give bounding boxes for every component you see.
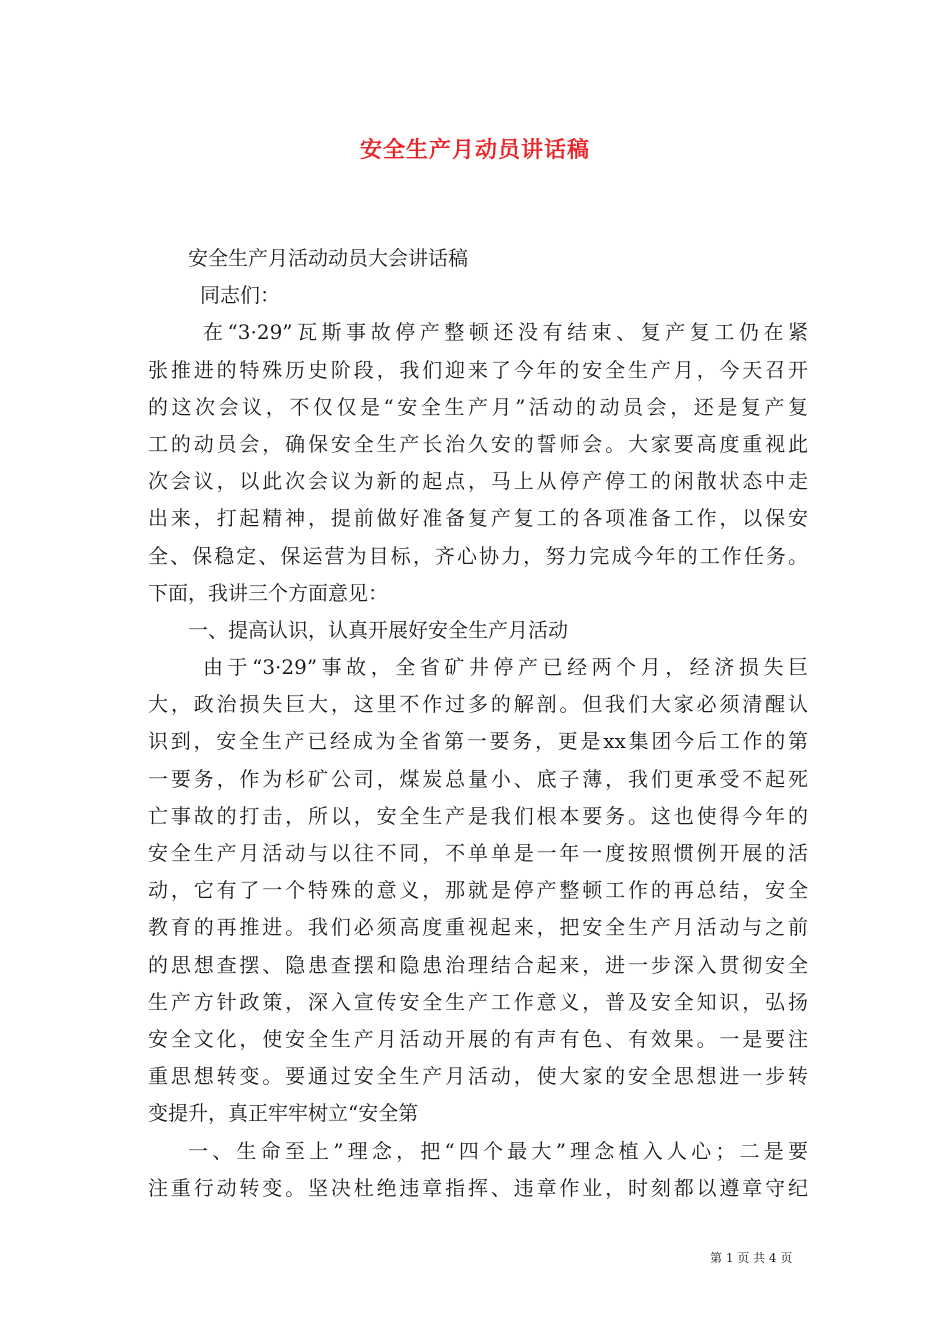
paragraph-line: 重思想转变。要通过安全生产月活动，使大家的安全思想进一步转 — [148, 1064, 808, 1089]
paragraph-line: 一、生命至上”理念，把“四个最大”理念植入人心；二是要 — [188, 1138, 808, 1163]
section-heading: 一、提高认识，认真开展好安全生产月活动 — [188, 617, 568, 642]
paragraph-line: 安全生产月活动与以往不同，不单单是一年一度按照惯例开展的活 — [148, 841, 808, 865]
paragraph-line: 下面，我讲三个方面意见： — [148, 580, 388, 605]
paragraph-line: 的思想查摆、隐患查摆和隐患治理结合起来，进一步深入贯彻安全 — [148, 952, 808, 977]
document-title: 安全生产月动员讲话稿 — [359, 137, 590, 163]
paragraph-line: 亡事故的打击，所以，安全生产是我们根本要务。这也使得今年的 — [148, 803, 808, 828]
paragraph-line: 在“3·29”瓦斯事故停产整顿还没有结束、复产复工仍在紧 — [203, 320, 808, 345]
paragraph-line: 安全文化，使安全生产月活动开展的有声有色、有效果。一是要注 — [148, 1026, 808, 1051]
paragraph-line: 变提升，真正牢牢树立“安全第 — [148, 1101, 419, 1126]
subtitle-line: 安全生产月活动动员大会讲话稿 — [188, 246, 468, 270]
paragraph-line: 动，它有了一个特殊的意义，那就是停产整顿工作的再总结，安全 — [148, 878, 808, 903]
salutation-line: 同志们： — [200, 283, 280, 308]
paragraph-line: 一要务，作为杉矿公司，煤炭总量小、底子薄，我们更承受不起死 — [148, 766, 808, 791]
paragraph-line: 次会议，以此次会议为新的起点，马上从停产停工的闲散状态中走 — [148, 469, 808, 494]
document-body — [148, 240, 808, 1207]
paragraph-line: 大，政治损失巨大，这里不作过多的解剖。但我们大家必须清醒认 — [148, 692, 808, 717]
paragraph-line: 生产方针政策，深入宣传安全生产工作意义，普及安全知识，弘扬 — [148, 989, 808, 1014]
paragraph-line: 工的动员会，确保安全生产长治久安的誓师会。大家要高度重视此 — [148, 431, 808, 456]
paragraph-line: 全、保稳定、保运营为目标，齐心协力，努力完成今年的工作任务。 — [148, 543, 808, 568]
paragraph-line: 出来，打起精神，提前做好准备复产复工的各项准备工作，以保安 — [148, 506, 808, 531]
paragraph-line: 的这次会议，不仅仅是“安全生产月”活动的动员会，还是复产复 — [148, 394, 808, 419]
paragraph-line: 由于“3·29”事故，全省矿井停产已经两个月，经济损失巨 — [203, 655, 808, 680]
page-number: 第 1 页 共 4 页 — [710, 1251, 793, 1265]
paragraph-line: 注重行动转变。坚决杜绝违章指挥、违章作业，时刻都以遵章守纪 — [148, 1175, 808, 1200]
paragraph-line: 识到，安全生产已经成为全省第一要务，更是xx集团今后工作的第 — [148, 729, 808, 754]
paragraph-line: 教育的再推进。我们必须高度重视起来，把安全生产月活动与之前 — [148, 915, 808, 940]
paragraph-line: 张推进的特殊历史阶段，我们迎来了今年的安全生产月，今天召开 — [148, 357, 808, 382]
